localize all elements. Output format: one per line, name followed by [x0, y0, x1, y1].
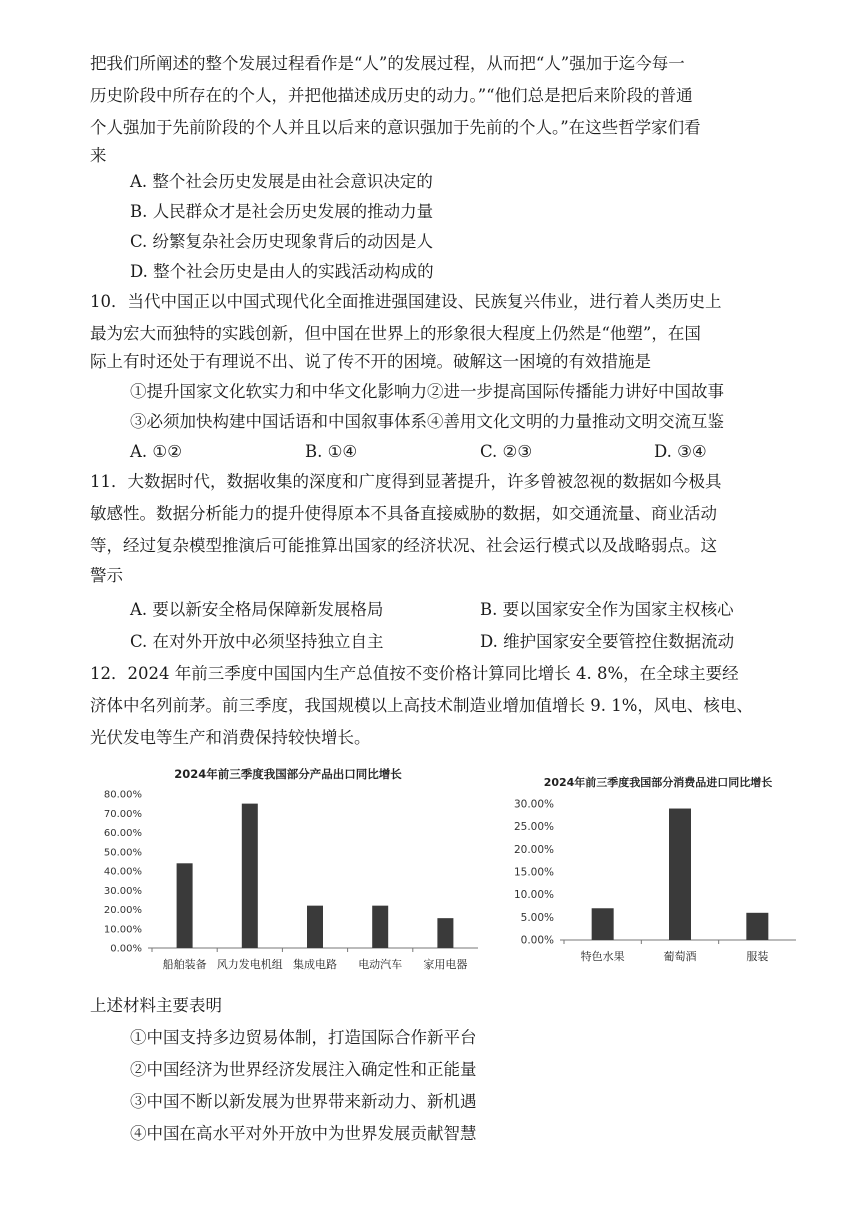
category-label: 特色水果 — [580, 950, 625, 963]
y-tick-label: 5.00% — [520, 911, 554, 924]
y-tick-label: 70.00% — [103, 808, 142, 820]
category-label: 服装 — [746, 950, 769, 963]
q12-statement: ③中国不断以新发展为世界带来新动力、新机遇 — [130, 1092, 477, 1111]
q9-option-b: B. 人民群众才是社会历史发展的推动力量 — [130, 202, 434, 221]
q11-option-a: A. 要以新安全格局保障新发展格局 — [130, 600, 384, 619]
bar-1 — [592, 908, 614, 940]
q11-option-c: C. 在对外开放中必须坚持独立自主 — [130, 632, 384, 651]
q9-option-a: A. 整个社会历史发展是由社会意识决定的 — [130, 172, 433, 191]
y-tick-label: 20.00% — [103, 905, 142, 916]
y-tick-label: 40.00% — [103, 866, 142, 878]
import-growth-chart — [506, 768, 806, 968]
bar-2 — [669, 809, 691, 940]
q10-option-b: B. ①④ — [305, 442, 358, 461]
q9-stem-line: 个人强加于先前阶段的个人并且以后来的意识强加于先前的个人。”在这些哲学家们看 — [90, 118, 701, 137]
q10-stem-line: 10．当代中国正以中国式现代化全面推进强国建设、民族复兴伟业，进行着人类历史上 — [90, 292, 722, 311]
category-label: 船舶装备 — [162, 958, 207, 971]
export-growth-chart — [100, 762, 490, 982]
q9-stem-line: 把我们所阐述的整个发展过程看作是“人”的发展过程，从而把“人”强加于迄今每一 — [90, 54, 685, 73]
q11-stem-line: 11．大数据时代，数据收集的深度和广度得到显著提升，许多曾被忽视的数据如今极具 — [90, 472, 722, 491]
y-tick-label: 80.00% — [103, 789, 142, 801]
y-tick-label: 30.00% — [513, 798, 554, 811]
chart-title: 2024年前三季度我国部分产品出口同比增长 — [174, 767, 402, 781]
q12-statement: ②中国经济为世界经济发展注入确定性和正能量 — [130, 1060, 477, 1079]
q10-stem-line: 际上有时还处于有理说不出、说了传不开的困境。破解这一困境的有效措施是 — [90, 352, 651, 371]
q10-option-d: D. ③④ — [654, 442, 707, 461]
y-tick-label: 10.00% — [103, 924, 142, 936]
y-tick-label: 0.00% — [520, 934, 554, 947]
category-label: 葡萄酒 — [663, 950, 697, 963]
q12-statement: ①中国支持多边贸易体制，打造国际合作新平台 — [130, 1028, 477, 1047]
y-tick-label: 0.00% — [110, 943, 142, 955]
q12-stem-line: 12．2024 年前三季度中国国内生产总值按不变价格计算同比增长 4. 8%，在全球主要经 — [90, 664, 739, 683]
q11-stem-line: 敏感性。数据分析能力的提升使得原本不具备直接威胁的数据，如交通流量、商业活动 — [90, 504, 717, 523]
q10-option-c: C. ②③ — [480, 442, 533, 461]
import-growth-chart-svg — [506, 768, 806, 968]
category-label: 家用电器 — [423, 958, 468, 971]
bar-2 — [242, 804, 258, 948]
bar-5 — [437, 918, 453, 948]
bar-3 — [307, 906, 323, 948]
category-label: 集成电路 — [293, 958, 337, 971]
chart-title: 2024年前三季度我国部分消费品进口同比增长 — [543, 776, 773, 789]
category-label: 风力发电机组 — [216, 958, 283, 971]
q11-stem-line: 等，经过复杂模型推演后可能推算出国家的经济状况、社会运行模式以及战略弱点。这 — [90, 536, 717, 555]
q9-stem-line: 历史阶段中所存在的个人，并把他描述成历史的动力。”“他们总是把后来阶段的普通 — [90, 86, 693, 105]
y-tick-label: 15.00% — [513, 866, 554, 879]
y-tick-label: 20.00% — [513, 843, 554, 856]
q12-prompt: 上述材料主要表明 — [90, 996, 222, 1015]
bar-1 — [177, 863, 193, 948]
bar-4 — [372, 906, 388, 948]
q10-statement: ③必须加快构建中国话语和中国叙事体系④善用文化文明的力量推动文明交流互鉴 — [130, 412, 724, 431]
q12-stem-line: 济体中名列前茅。前三季度，我国规模以上高技术制造业增加值增长 9. 1%，风电、核电、 — [90, 696, 753, 715]
q11-stem-line: 警示 — [90, 566, 123, 585]
bar-3 — [746, 913, 768, 940]
q11-option-b: B. 要以国家安全作为国家主权核心 — [480, 600, 734, 619]
q12-stem-line: 光伏发电等生产和消费保持较快增长。 — [90, 728, 371, 747]
y-tick-label: 50.00% — [103, 847, 142, 859]
q10-stem-line: 最为宏大而独特的实践创新，但中国在世界上的形象很大程度上仍然是“他塑”，在国 — [90, 324, 701, 343]
export-growth-chart-svg — [100, 762, 490, 982]
y-tick-label: 10.00% — [513, 889, 554, 902]
q9-option-d: D. 整个社会历史是由人的实践活动构成的 — [130, 262, 434, 281]
category-label: 电动汽车 — [358, 958, 403, 971]
q11-option-d: D. 维护国家安全要管控住数据流动 — [480, 632, 735, 651]
q10-statement: ①提升国家文化软实力和中华文化影响力②进一步提高国际传播能力讲好中国故事 — [130, 382, 724, 401]
q9-option-c: C. 纷繁复杂社会历史现象背后的动因是人 — [130, 232, 434, 251]
q9-stem-line: 来 — [90, 146, 107, 165]
y-tick-label: 25.00% — [513, 821, 554, 834]
q12-statement: ④中国在高水平对外开放中为世界发展贡献智慧 — [130, 1124, 477, 1143]
y-tick-label: 30.00% — [103, 885, 142, 897]
q10-option-a: A. ①② — [130, 442, 182, 461]
y-tick-label: 60.00% — [103, 828, 142, 839]
